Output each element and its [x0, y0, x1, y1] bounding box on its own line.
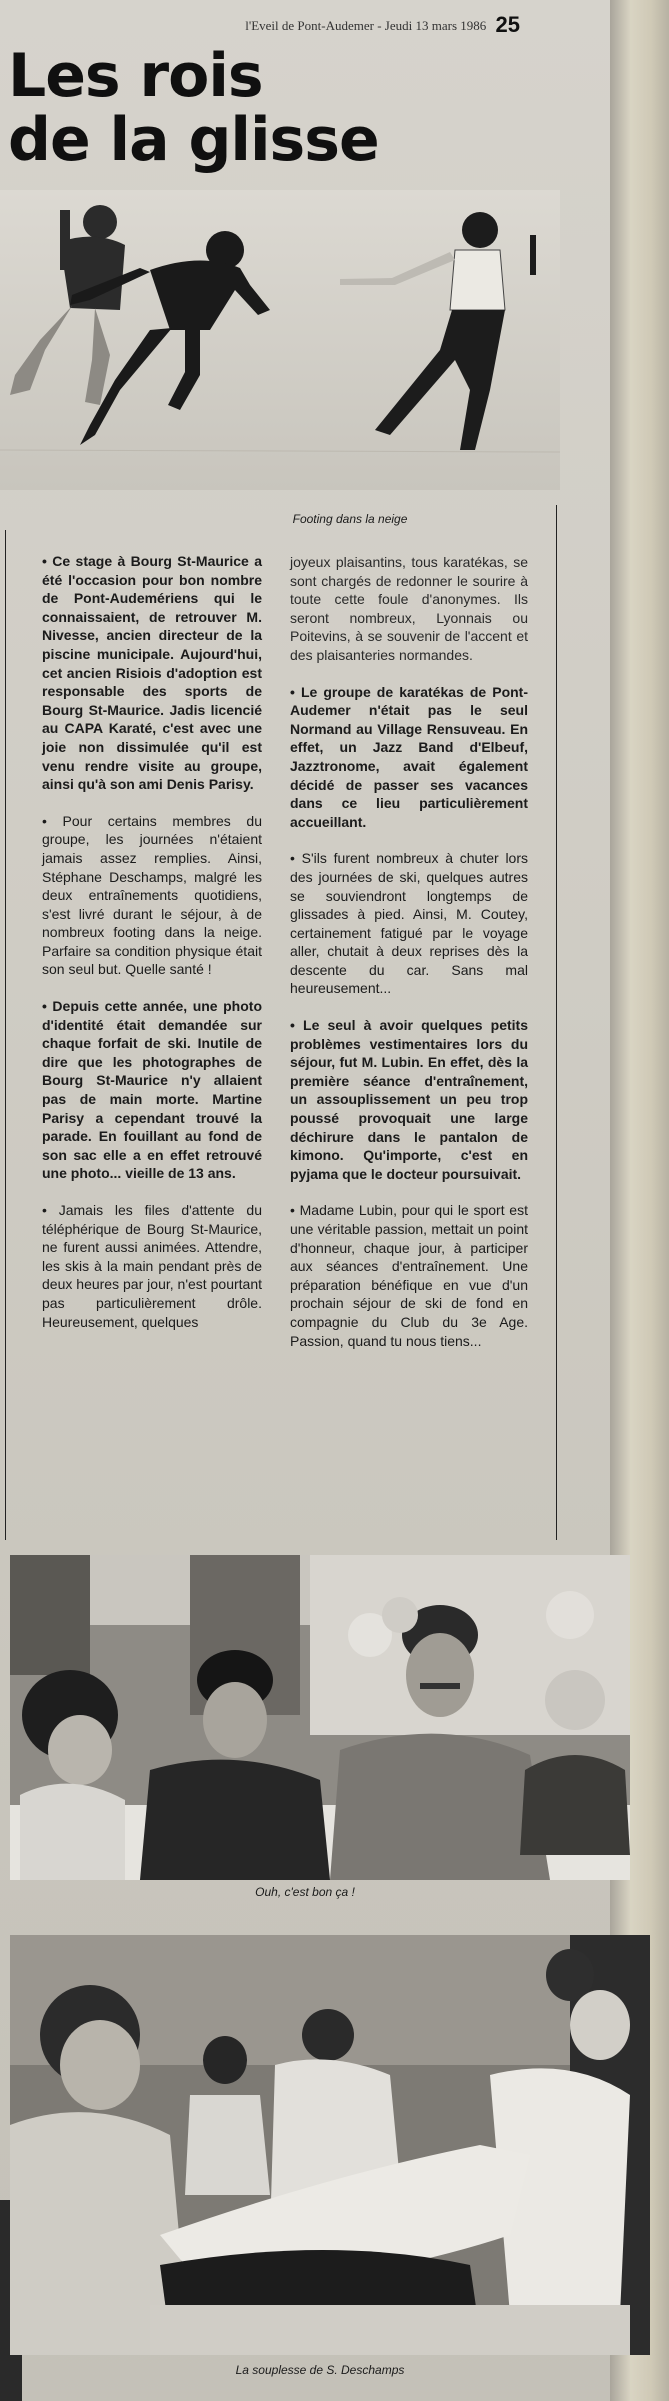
caption-dinner: Ouh, c'est bon ça !: [255, 1885, 355, 1899]
masthead: l'Eveil de Pont-Audemer - Jeudi 13 mars 1986 25: [245, 12, 520, 37]
dinner-illustration: [10, 1555, 630, 1880]
article-column-left: [42, 552, 262, 1349]
photo-dinner: [10, 1555, 630, 1880]
column-rule-right: [556, 505, 557, 1540]
paragraph-lubin: • Le seul à avoir quelques petits problèmes vestimentaires lors du séjour, fut M. Lubin. En effet, dès la première séance d'entraînement, un assouplissement un peu trop poussé provoquait une large déchirure dans le pantalon de kimono. Qu'importe, c'est en pyjama que le docteur poursuivait.: [290, 1017, 528, 1182]
paragraph-nivesse: • Ce stage à Bourg St-Maurice a été l'occasion pour bon nombre de Pont-Audemériens qui le connaissaient, de retrouver M. Nivesse, ancien directeur de la piscine municipale. Aujourd'hui, cet ancien Risiois d'adoption est responsable des sports de Bourg St-Maurice. Jadis licencié au CAPA Karaté, c'est avec une joie non dissimulée qu'il est venu rendre visite au groupe, ainsi qu'à son ami Denis Parisy.: [42, 553, 262, 793]
caption-footing: Footing dans la neige: [292, 512, 408, 526]
karate-illustration: [10, 1935, 650, 2355]
column-rule-left: [5, 530, 6, 1540]
article-column-right: [290, 553, 528, 1368]
masthead-paper: l'Eveil de Pont-Audemer: [245, 18, 374, 33]
headline: [8, 41, 568, 175]
paragraph-coutey: • S'ils furent nombreux à chuter lors des journées de ski, quelques autres se souviendront longtemps de glissades à pied. Ainsi, M. Coutey, certainement fatigué par le voyage aller, chutait à deux reprises dès la descente du car. Sans mal heureusement...: [290, 850, 528, 997]
headline-line-2: de la glisse: [8, 105, 379, 175]
skaters-illustration: [0, 190, 560, 490]
photo-karate: [10, 1935, 650, 2355]
headline-line-1: Les rois: [8, 41, 263, 111]
paragraph-madame-lubin: • Madame Lubin, pour qui le sport est une véritable passion, mettait un point d'honneur, chaque jour, à participer aux séances d'entraînement. Une préparation bénéfique en vue d'un prochain séjour de ski de fond en compagnie du Club du 3e Age. Passion, quand tu nous tiens...: [290, 1202, 528, 1349]
paragraph-photo-identite: • Depuis cette année, une photo d'identité était demandée sur chaque forfait de ski. Inutile de dire que les photographes de Bourg St-Maurice n'y allaient pas de main morte. Martine Parisy a cependant trouvé la parade. En fouillant au fond de son sac elle a en effet retrouvé une photo... vieille de 13 ans.: [42, 998, 262, 1182]
paragraph-telepherique: • Jamais les files d'attente du téléphérique de Bourg St-Maurice, ne furent aussi animées. Attendre, les skis à la main pendant près de deux heures par jour, n'est pourtant pas particulièrement drôle. Heureusement, quelques: [42, 1202, 262, 1330]
page-number: 25: [495, 12, 520, 37]
caption-karate: La souplesse de S. Deschamps: [235, 2363, 405, 2377]
photo-footing: [0, 190, 560, 490]
masthead-date: Jeudi 13 mars 1986: [384, 18, 487, 33]
paragraph-plaisantins: joyeux plaisantins, tous karatékas, se sont chargés de redonner le sourire à toute cette foule d'anonymes. Ils seront nombreux, Lyonnais ou Poitevins, à se souvenir de l'accent et des plaisanteries normandes.: [290, 554, 528, 663]
paragraph-deschamps-footing: • Pour certains membres du groupe, les journées n'étaient jamais assez remplies. Ainsi, Stéphane Deschamps, malgré les deux entraînements quotidiens, s'est livré durant le séjour, à de nombreux footing dans la neige. Parfaire sa condition physique était son seul but. Quelle santé !: [42, 812, 262, 978]
paragraph-jazz-band: • Le groupe de karatékas de Pont-Audemer n'était pas le seul Normand au Village Rensuveau. En effet, un Jazz Band d'Elbeuf, Jazztronome, avait également décidé de passer ses vacances dans ce lieu particulièrement accueillant.: [290, 683, 528, 830]
